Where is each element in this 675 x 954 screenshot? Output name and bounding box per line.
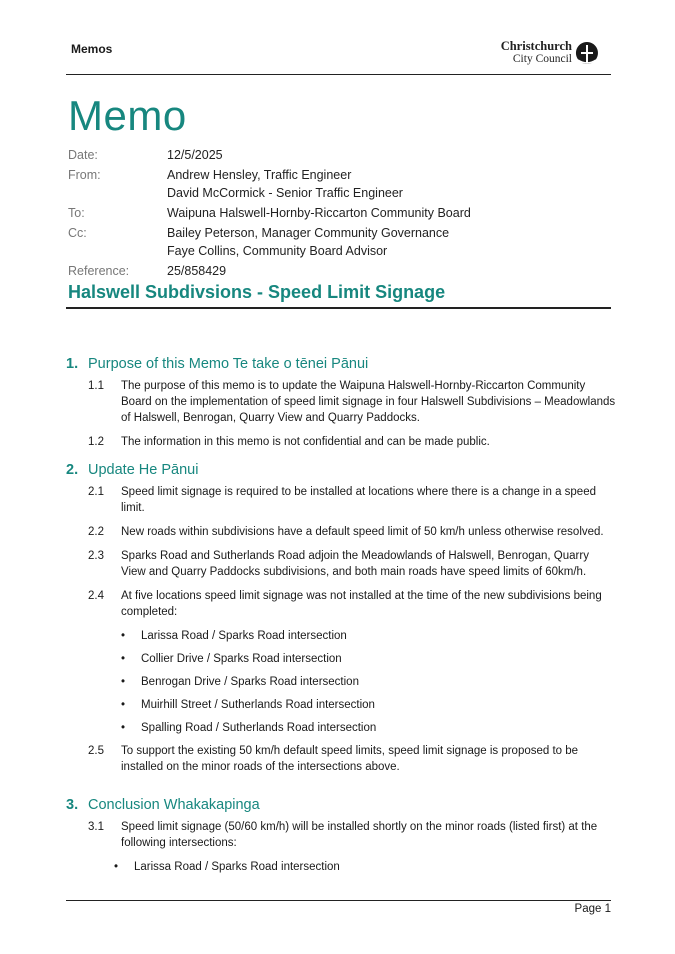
item-text: New roads within subdivisions have a default speed limit of 50 km/h unless otherwise resolved.	[121, 526, 604, 538]
bullet-text: Larissa Road / Sparks Road intersection	[134, 861, 340, 873]
date-value: 12/5/2025	[167, 148, 223, 162]
item-text: The information in this memo is not confidential and can be made public.	[121, 436, 490, 448]
page-header	[66, 34, 611, 75]
item-number: 1.1	[88, 380, 104, 392]
logo-line-1: Christchurch	[500, 39, 572, 53]
memo-title: Memo	[68, 92, 187, 139]
bullet-item	[121, 674, 616, 690]
section-purpose	[66, 356, 616, 458]
bullet-icon: •	[121, 699, 126, 711]
bullet-text: Collier Drive / Sparks Road intersection	[141, 653, 342, 665]
list-item	[88, 524, 616, 540]
item-text: Sparks Road and Sutherlands Road adjoin the Meadowlands of Halswell, Benrogan, Quarry View and Quarry Paddocks subdivisions, and both main roads have speed limits of 60km/h.	[121, 550, 589, 578]
item-number: 1.2	[88, 436, 104, 448]
item-number: 2.3	[88, 550, 104, 562]
page-footer	[66, 900, 611, 915]
item-number: 3.1	[88, 821, 104, 833]
bullet-item	[121, 697, 616, 713]
section-number: 3.	[66, 797, 79, 813]
list-item	[88, 588, 616, 620]
list-item	[88, 484, 616, 516]
logo-emblem-icon	[575, 41, 599, 67]
list-item	[88, 819, 616, 851]
from-line-2: David McCormick - Senior Traffic Engineer	[167, 186, 403, 200]
page-number: Page 1	[574, 903, 611, 915]
bullet-text: Benrogan Drive / Sparks Road intersection	[141, 676, 359, 688]
list-item	[88, 548, 616, 580]
header-section-title: Memos	[71, 42, 113, 56]
section-conclusion	[66, 797, 616, 882]
list-item	[88, 743, 616, 775]
bullet-item	[114, 859, 616, 875]
to-label: To:	[68, 206, 85, 220]
reference-label: Reference:	[68, 264, 130, 278]
section-heading: Update He Pānui	[88, 462, 199, 478]
date-label: Date:	[68, 148, 98, 162]
memo-metadata	[68, 146, 471, 282]
bullet-icon: •	[114, 861, 119, 873]
item-number: 2.4	[88, 590, 104, 602]
memo-subject	[66, 282, 611, 309]
from-line-1: Andrew Hensley, Traffic Engineer	[167, 168, 352, 182]
section-heading: Conclusion Whakakapinga	[88, 797, 260, 813]
cc-line-1: Bailey Peterson, Manager Community Governance	[167, 226, 450, 240]
item-number: 2.2	[88, 526, 104, 538]
item-text: At five locations speed limit signage was not installed at the time of the new subdivisions being completed:	[121, 590, 602, 618]
list-item	[88, 434, 616, 450]
section-heading: Purpose of this Memo Te take o tēnei Pānui	[88, 356, 369, 372]
cc-label: Cc:	[68, 226, 87, 240]
bullet-text: Larissa Road / Sparks Road intersection	[141, 630, 347, 642]
bullet-item	[121, 651, 616, 667]
item-text: To support the existing 50 km/h default speed limits, speed limit signage is proposed to be installed on the minor roads of the intersections above.	[121, 745, 579, 773]
bullet-icon: •	[121, 630, 126, 642]
reference-value: 25/858429	[167, 264, 227, 278]
bullet-text: Muirhill Street / Sutherlands Road intersection	[141, 699, 375, 711]
section-number: 1.	[66, 356, 79, 372]
bullet-item	[121, 628, 616, 644]
bullet-icon: •	[121, 722, 126, 734]
section-number: 2.	[66, 462, 79, 478]
from-label: From:	[68, 168, 101, 182]
section-update	[66, 462, 616, 783]
bullet-item	[121, 720, 616, 736]
list-item	[88, 378, 616, 426]
item-text: The purpose of this memo is to update the Waipuna Halswell-Hornby-Riccarton Community Board on the implementation of speed limit signage in four Halswell Subdivisions – Meadowlands of Halswell, Benrogan, Quarry View and Quarry Paddocks.	[121, 380, 616, 424]
to-value: Waipuna Halswell-Hornby-Riccarton Community Board	[167, 206, 471, 220]
item-text: Speed limit signage (50/60 km/h) will be installed shortly on the minor roads (listed first) at the following intersections:	[121, 821, 598, 849]
cc-line-2: Faye Collins, Community Board Advisor	[167, 244, 388, 258]
item-number: 2.1	[88, 486, 104, 498]
item-number: 2.5	[88, 745, 104, 757]
subject-heading: Halswell Subdivsions - Speed Limit Signage	[68, 282, 446, 302]
bullet-icon: •	[121, 653, 126, 665]
bullet-icon: •	[121, 676, 126, 688]
item-text: Speed limit signage is required to be installed at locations where there is a change in a speed limit.	[121, 486, 596, 514]
bullet-text: Spalling Road / Sutherlands Road intersection	[141, 722, 377, 734]
logo-line-2: City Council	[512, 53, 572, 65]
council-logo	[501, 40, 599, 65]
